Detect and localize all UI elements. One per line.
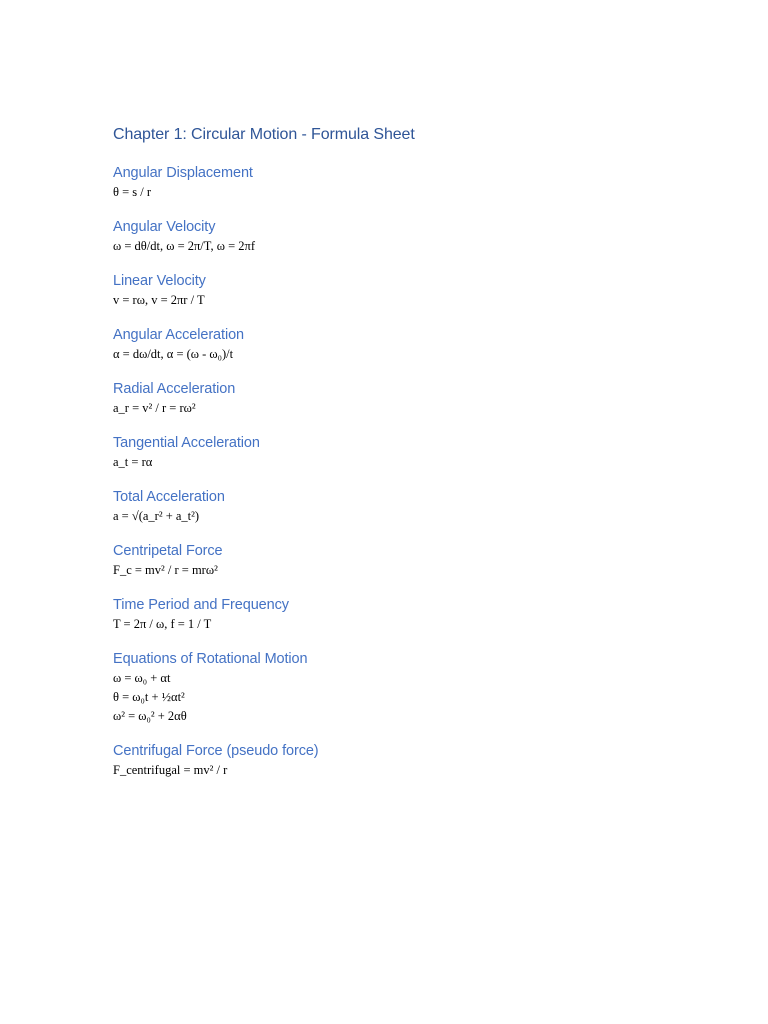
document-page (113, 124, 713, 780)
formula-line: θ = ω₀t + ½αt² (113, 690, 185, 704)
section-centripetal-force (113, 541, 713, 580)
formula-line: θ = s / r (113, 185, 152, 199)
section-rotational-motion-equations (113, 649, 713, 726)
formula-line: T = 2π / ω, f = 1 / T (113, 617, 212, 631)
section-linear-velocity (113, 271, 713, 310)
formula-line: v = rω, v = 2πr / T (113, 293, 205, 307)
formula-line: ω = dθ/dt, ω = 2π/T, ω = 2πf (113, 239, 255, 253)
section-heading: Total Acceleration (113, 489, 225, 505)
section-heading: Linear Velocity (113, 273, 206, 289)
section-heading: Radial Acceleration (113, 381, 236, 397)
section-heading: Angular Velocity (113, 219, 216, 235)
section-heading: Angular Acceleration (113, 327, 244, 343)
section-heading: Tangential Acceleration (113, 435, 260, 451)
formula-line: α = dω/dt, α = (ω - ω₀)/t (113, 347, 234, 361)
formula-line: ω = ω₀ + αt (113, 671, 171, 685)
section-heading: Equations of Rotational Motion (113, 651, 308, 667)
formula-line: a = √(a_r² + a_t²) (113, 509, 200, 523)
formula-line: a_t = rα (113, 455, 153, 469)
section-total-acceleration (113, 487, 713, 526)
section-time-period-frequency (113, 595, 713, 634)
section-radial-acceleration (113, 379, 713, 418)
section-angular-displacement (113, 163, 713, 202)
section-heading: Centripetal Force (113, 543, 223, 559)
formula-line: ω² = ω₀² + 2αθ (113, 709, 187, 723)
section-heading: Time Period and Frequency (113, 597, 289, 613)
section-tangential-acceleration (113, 433, 713, 472)
section-centrifugal-force (113, 741, 713, 780)
document-title: Chapter 1: Circular Motion - Formula Sheet (113, 126, 415, 143)
formula-line: F_c = mv² / r = mrω² (113, 563, 218, 577)
section-heading: Angular Displacement (113, 165, 253, 181)
formula-line: a_r = v² / r = rω² (113, 401, 196, 415)
section-angular-acceleration (113, 325, 713, 364)
formula-line: F_centrifugal = mv² / r (113, 763, 228, 777)
section-heading: Centrifugal Force (pseudo force) (113, 743, 319, 759)
section-angular-velocity (113, 217, 713, 256)
